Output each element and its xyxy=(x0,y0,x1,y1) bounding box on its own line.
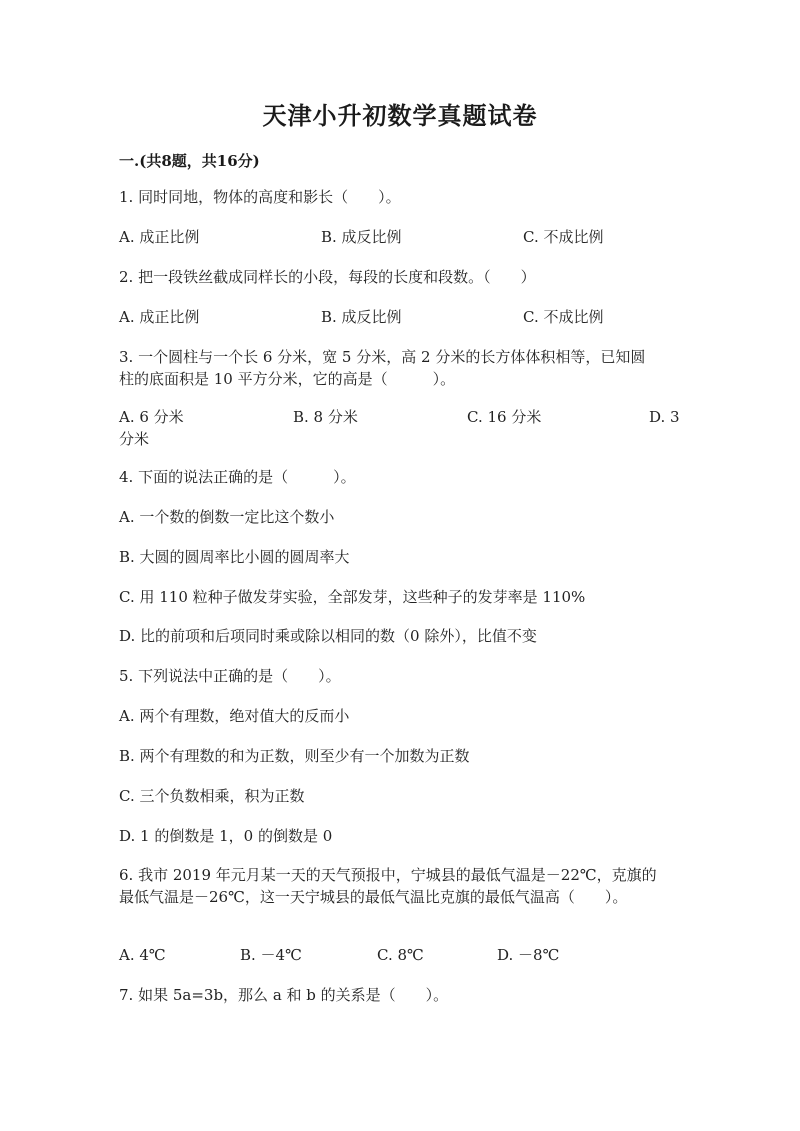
question-7-stem: 7. 如果 5a=3b，那么 a 和 b 的关系是（ ）。 xyxy=(119,986,449,1004)
question-1-options xyxy=(119,226,679,248)
q5-option-a[interactable]: A. 两个有理数，绝对值大的反而小 xyxy=(119,707,350,725)
q4-option-c[interactable]: C. 用 110 粒种子做发芽实验，全部发芽，这些种子的发芽率是 110% xyxy=(119,588,586,606)
question-6-stem-line-1: 6. 我市 2019 年元月某一天的天气预报中，宁城县的最低气温是－22℃，克旗的 xyxy=(119,866,657,884)
q3-option-b[interactable]: B. 8 分米 xyxy=(293,408,358,426)
section-heading: 一.(共8题，共16分) xyxy=(119,152,260,170)
q5-option-c[interactable]: C. 三个负数相乘，积为正数 xyxy=(119,787,305,805)
q3-option-d-continuation: 分米 xyxy=(119,430,150,448)
q1-option-a[interactable]: A. 成正比例 xyxy=(119,228,200,246)
question-3-options xyxy=(119,406,679,428)
q6-option-d[interactable]: D. －8℃ xyxy=(497,946,560,964)
q2-option-c[interactable]: C. 不成比例 xyxy=(523,308,604,326)
q2-option-a[interactable]: A. 成正比例 xyxy=(119,308,200,326)
q6-option-c[interactable]: C. 8℃ xyxy=(377,946,424,964)
q3-option-a[interactable]: A. 6 分米 xyxy=(119,408,184,426)
q4-option-d[interactable]: D. 比的前项和后项同时乘或除以相同的数（0 除外），比值不变 xyxy=(119,627,537,645)
q6-option-b[interactable]: B. －4℃ xyxy=(240,946,302,964)
q5-option-d[interactable]: D. 1 的倒数是 1，0 的倒数是 0 xyxy=(119,827,333,845)
q4-option-b[interactable]: B. 大圆的圆周率比小圆的圆周率大 xyxy=(119,548,350,566)
question-3-stem-line-2: 柱的底面积是 10 平方分米，它的高是（ ）。 xyxy=(119,370,456,388)
q4-option-a[interactable]: A. 一个数的倒数一定比这个数小 xyxy=(119,508,335,526)
question-2-stem: 2. 把一段铁丝截成同样长的小段，每段的长度和段数。（ ） xyxy=(119,268,536,286)
question-1-stem: 1. 同时同地，物体的高度和影长（ ）。 xyxy=(119,188,401,206)
question-5-stem: 5. 下列说法中正确的是（ ）。 xyxy=(119,667,341,685)
q3-option-c[interactable]: C. 16 分米 xyxy=(467,408,542,426)
q3-option-d[interactable]: D. 3 xyxy=(649,408,680,426)
question-6-options xyxy=(119,944,679,966)
question-4-stem: 4. 下面的说法正确的是（ ）。 xyxy=(119,468,356,486)
question-3-stem-line-1: 3. 一个圆柱与一个长 6 分米，宽 5 分米，高 2 分米的长方体体积相等，已知圆 xyxy=(119,348,646,366)
question-6-stem-line-2: 最低气温是－26℃，这一天宁城县的最低气温比克旗的最低气温高（ ）。 xyxy=(119,888,628,906)
q5-option-b[interactable]: B. 两个有理数的和为正数，则至少有一个加数为正数 xyxy=(119,747,470,765)
q6-option-a[interactable]: A. 4℃ xyxy=(119,946,166,964)
q2-option-b[interactable]: B. 成反比例 xyxy=(321,308,402,326)
q1-option-b[interactable]: B. 成反比例 xyxy=(321,228,402,246)
exam-title: 天津小升初数学真题试卷 xyxy=(262,101,538,130)
q1-option-c[interactable]: C. 不成比例 xyxy=(523,228,604,246)
question-2-options xyxy=(119,306,679,328)
